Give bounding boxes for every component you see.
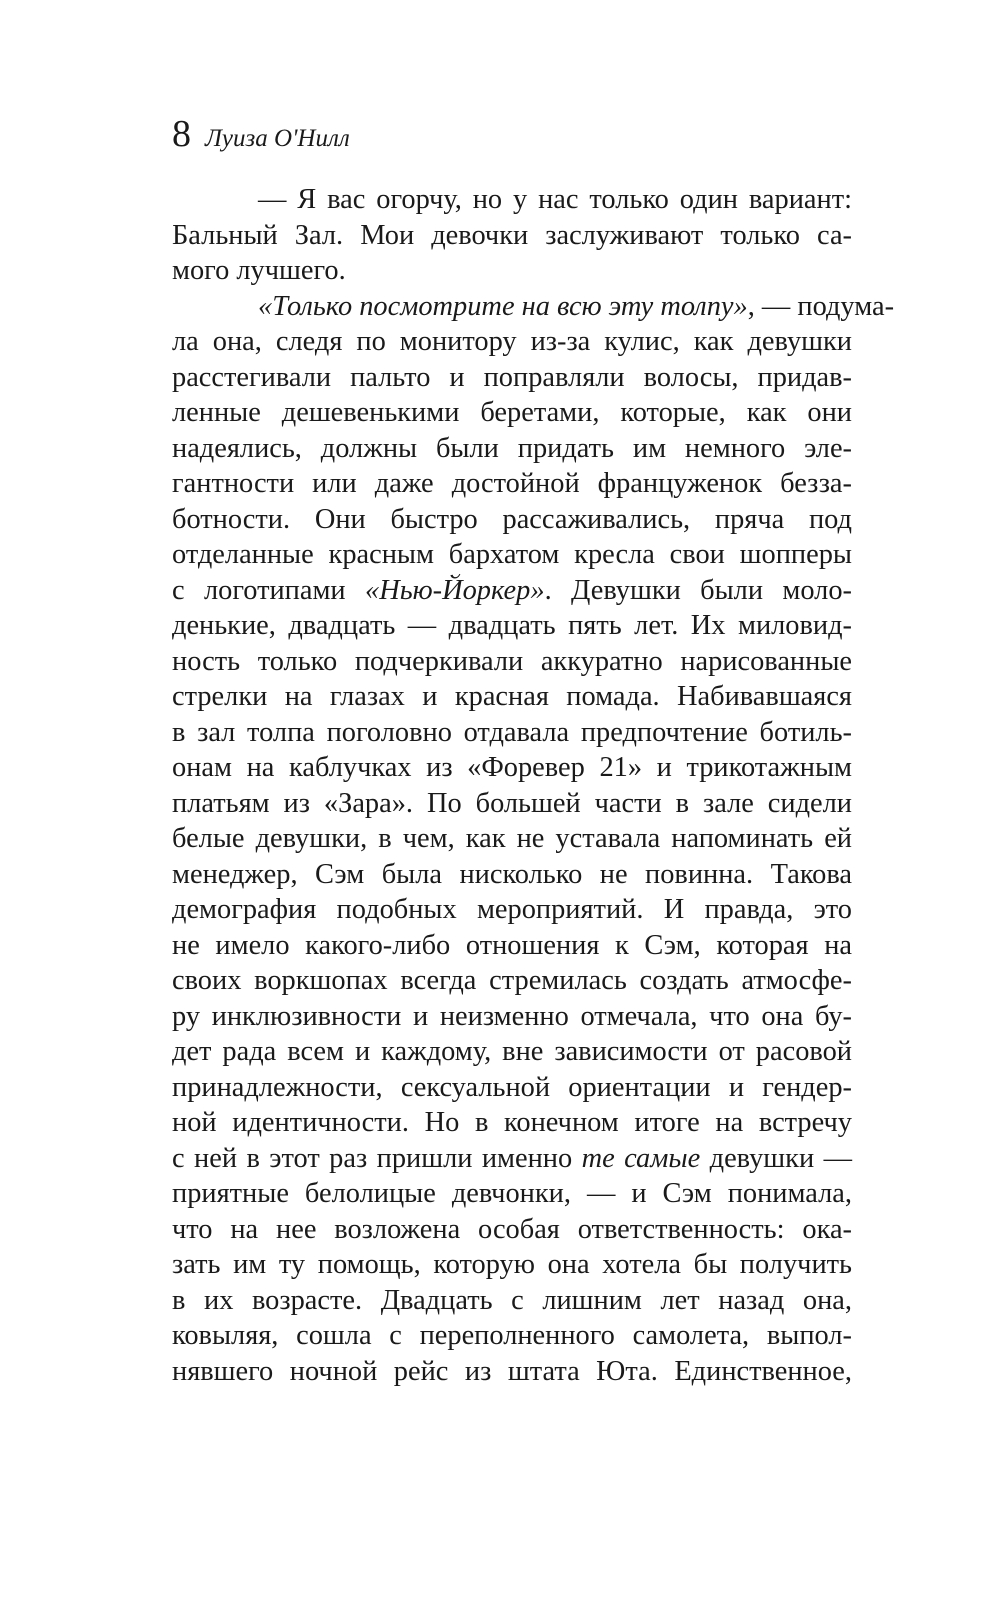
text-line: онам на каблучках из «Форевер 21» и трикотажным — [172, 752, 852, 783]
text-line: ной идентичности. Но в конечном итоге на встречу — [172, 1107, 852, 1138]
running-head — [172, 112, 350, 156]
text-line — [172, 289, 895, 325]
text-line: ковыляя, сошла с переполненного самолета, выпол- — [172, 1320, 852, 1351]
text-line: принадлежности, сексуальной ориентации и гендер- — [172, 1071, 852, 1103]
text-line: зать им ту помощь, которую она хотела бы получить — [172, 1249, 852, 1280]
italic-brand: «Нью-Йоркер» — [365, 574, 545, 606]
book-author: Луиза О'Нилл — [205, 125, 350, 152]
text-line: в зал толпа поголовно отдавала предпочтение ботиль- — [172, 716, 852, 748]
text-line — [172, 1141, 852, 1177]
text-fragment: девушки — — [700, 1142, 852, 1174]
text-line: денькие, двадцать — двадцать пять лет. Их миловид- — [172, 610, 852, 641]
text-line: ность только подчеркивали аккуратно нарисованные — [172, 645, 852, 677]
text-line: стрелки на глазах и красная помада. Набивавшаяся — [172, 681, 852, 712]
text-line: ботности. Они быстро рассаживались, пряча под — [172, 503, 852, 535]
text-line: дет рада всем и каждому, вне зависимости от расовой — [172, 1036, 852, 1067]
text-line: отделанные красным бархатом кресла свои шопперы — [172, 539, 852, 570]
text-line: ла она, следя по монитору из-за кулис, как девушки — [172, 326, 852, 357]
text-line: платьям из «Зара». По большей части в зале сидели — [172, 787, 852, 819]
text-fragment: с ней в этот раз пришли именно — [172, 1142, 582, 1174]
text-line: приятные белолицые девчонки, — и Сэм понимала, — [172, 1178, 852, 1209]
text-line: белые девушки, в чем, как не уставала напоминать ей — [172, 823, 852, 854]
text-fragment: с логотипами — [172, 574, 365, 606]
text-line: мого лучшего. — [172, 255, 346, 286]
text-line: — Я вас огорчу, но у нас только один вариант: — [258, 184, 852, 215]
text-line — [172, 573, 852, 609]
italic-quote: «Только посмотрите на всю эту толпу» — [258, 290, 748, 322]
text-line: демография подобных мероприятий. И правда, это — [172, 894, 852, 925]
text-line: что на нее возложена особая ответственность: ока- — [172, 1213, 852, 1245]
text-fragment: . Девушки были моло- — [544, 574, 852, 606]
text-line: нявшего ночной рейс из штата Юта. Единственное, — [172, 1355, 852, 1387]
text-line: своих воркшопах всегда стремилась создать атмосфе- — [172, 965, 852, 996]
text-line: в их возрасте. Двадцать с лишним лет назад она, — [172, 1284, 852, 1316]
text-line: ленные дешевенькими беретами, которые, как они — [172, 397, 852, 428]
body-text — [172, 182, 895, 1389]
text-line: ру инклюзивности и неизменно отмечала, что она бу- — [172, 1000, 852, 1032]
text-line: не имело какого-либо отношения к Сэм, которая на — [172, 929, 852, 961]
text-line: менеджер, Сэм была нисколько не повинна. Такова — [172, 858, 852, 890]
text-line: расстегивали пальто и поправляли волосы, придав- — [172, 361, 852, 393]
page-number: 8 — [172, 113, 191, 155]
text-line: надеялись, должны были придать им немного эле- — [172, 432, 852, 464]
text-fragment: , — подума- — [747, 290, 895, 322]
text-line: Бальный Зал. Мои девочки заслуживают только са- — [172, 219, 852, 251]
text-line: гантности или даже достойной француженок безза- — [172, 468, 852, 499]
italic-emphasis: те самые — [581, 1142, 701, 1174]
